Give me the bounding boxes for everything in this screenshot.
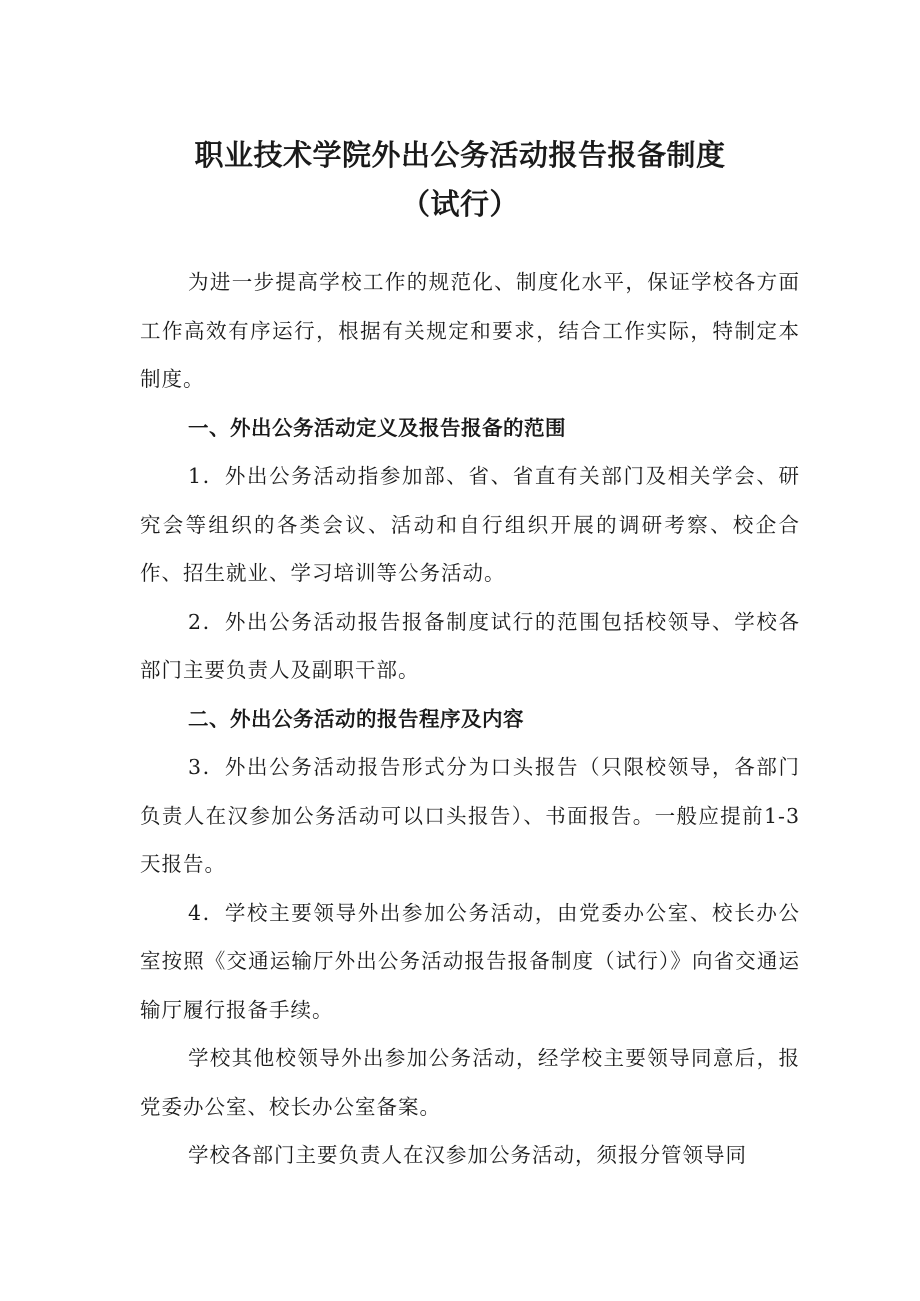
- intro-paragraph: 为进一步提高学校工作的规范化、制度化水平，保证学校各方面工作高效有序运行，根据有关规定和要求，结合工作实际，特制定本制度。: [140, 270, 800, 391]
- document-subtitle: （试行）: [400, 187, 519, 221]
- clause-1: 1．外出公务活动指参加部、省、省直有关部门及相关学会、研究会等组织的各类会议、活动和自行组织开展的调研考察、校企合作、招生就业、学习培训等公务活动。: [140, 464, 800, 585]
- clause-4-paragraph-3: 学校各部门主要负责人在汉参加公务活动，须报分管领导同: [188, 1143, 747, 1167]
- section-heading-1: 一、外出公务活动定义及报告报备的范围: [188, 415, 566, 440]
- document-title: 职业技术学院外出公务活动报告报备制度: [194, 138, 726, 172]
- clause-3: 3．外出公务活动报告形式分为口头报告（只限校领导，各部门负责人在汉参加公务活动可以口头报告）、书面报告。一般应提前1-3天报告。: [140, 755, 800, 876]
- clause-2: 2．外出公务活动报告报备制度试行的范围包括校领导、学校各部门主要负责人及副职干部。: [140, 609, 800, 682]
- clause-4: 4．学校主要领导外出参加公务活动，由党委办公室、校长办公室按照《交通运输厅外出公务活动报告报备制度（试行）》向省交通运输厅履行报备手续。: [140, 900, 800, 1022]
- document-body: [140, 258, 800, 1180]
- section-heading-2: 二、外出公务活动的报告程序及内容: [188, 706, 524, 731]
- clause-4-paragraph-2: 学校其他校领导外出参加公务活动，经学校主要领导同意后，报党委办公室、校长办公室备案。: [140, 1046, 800, 1119]
